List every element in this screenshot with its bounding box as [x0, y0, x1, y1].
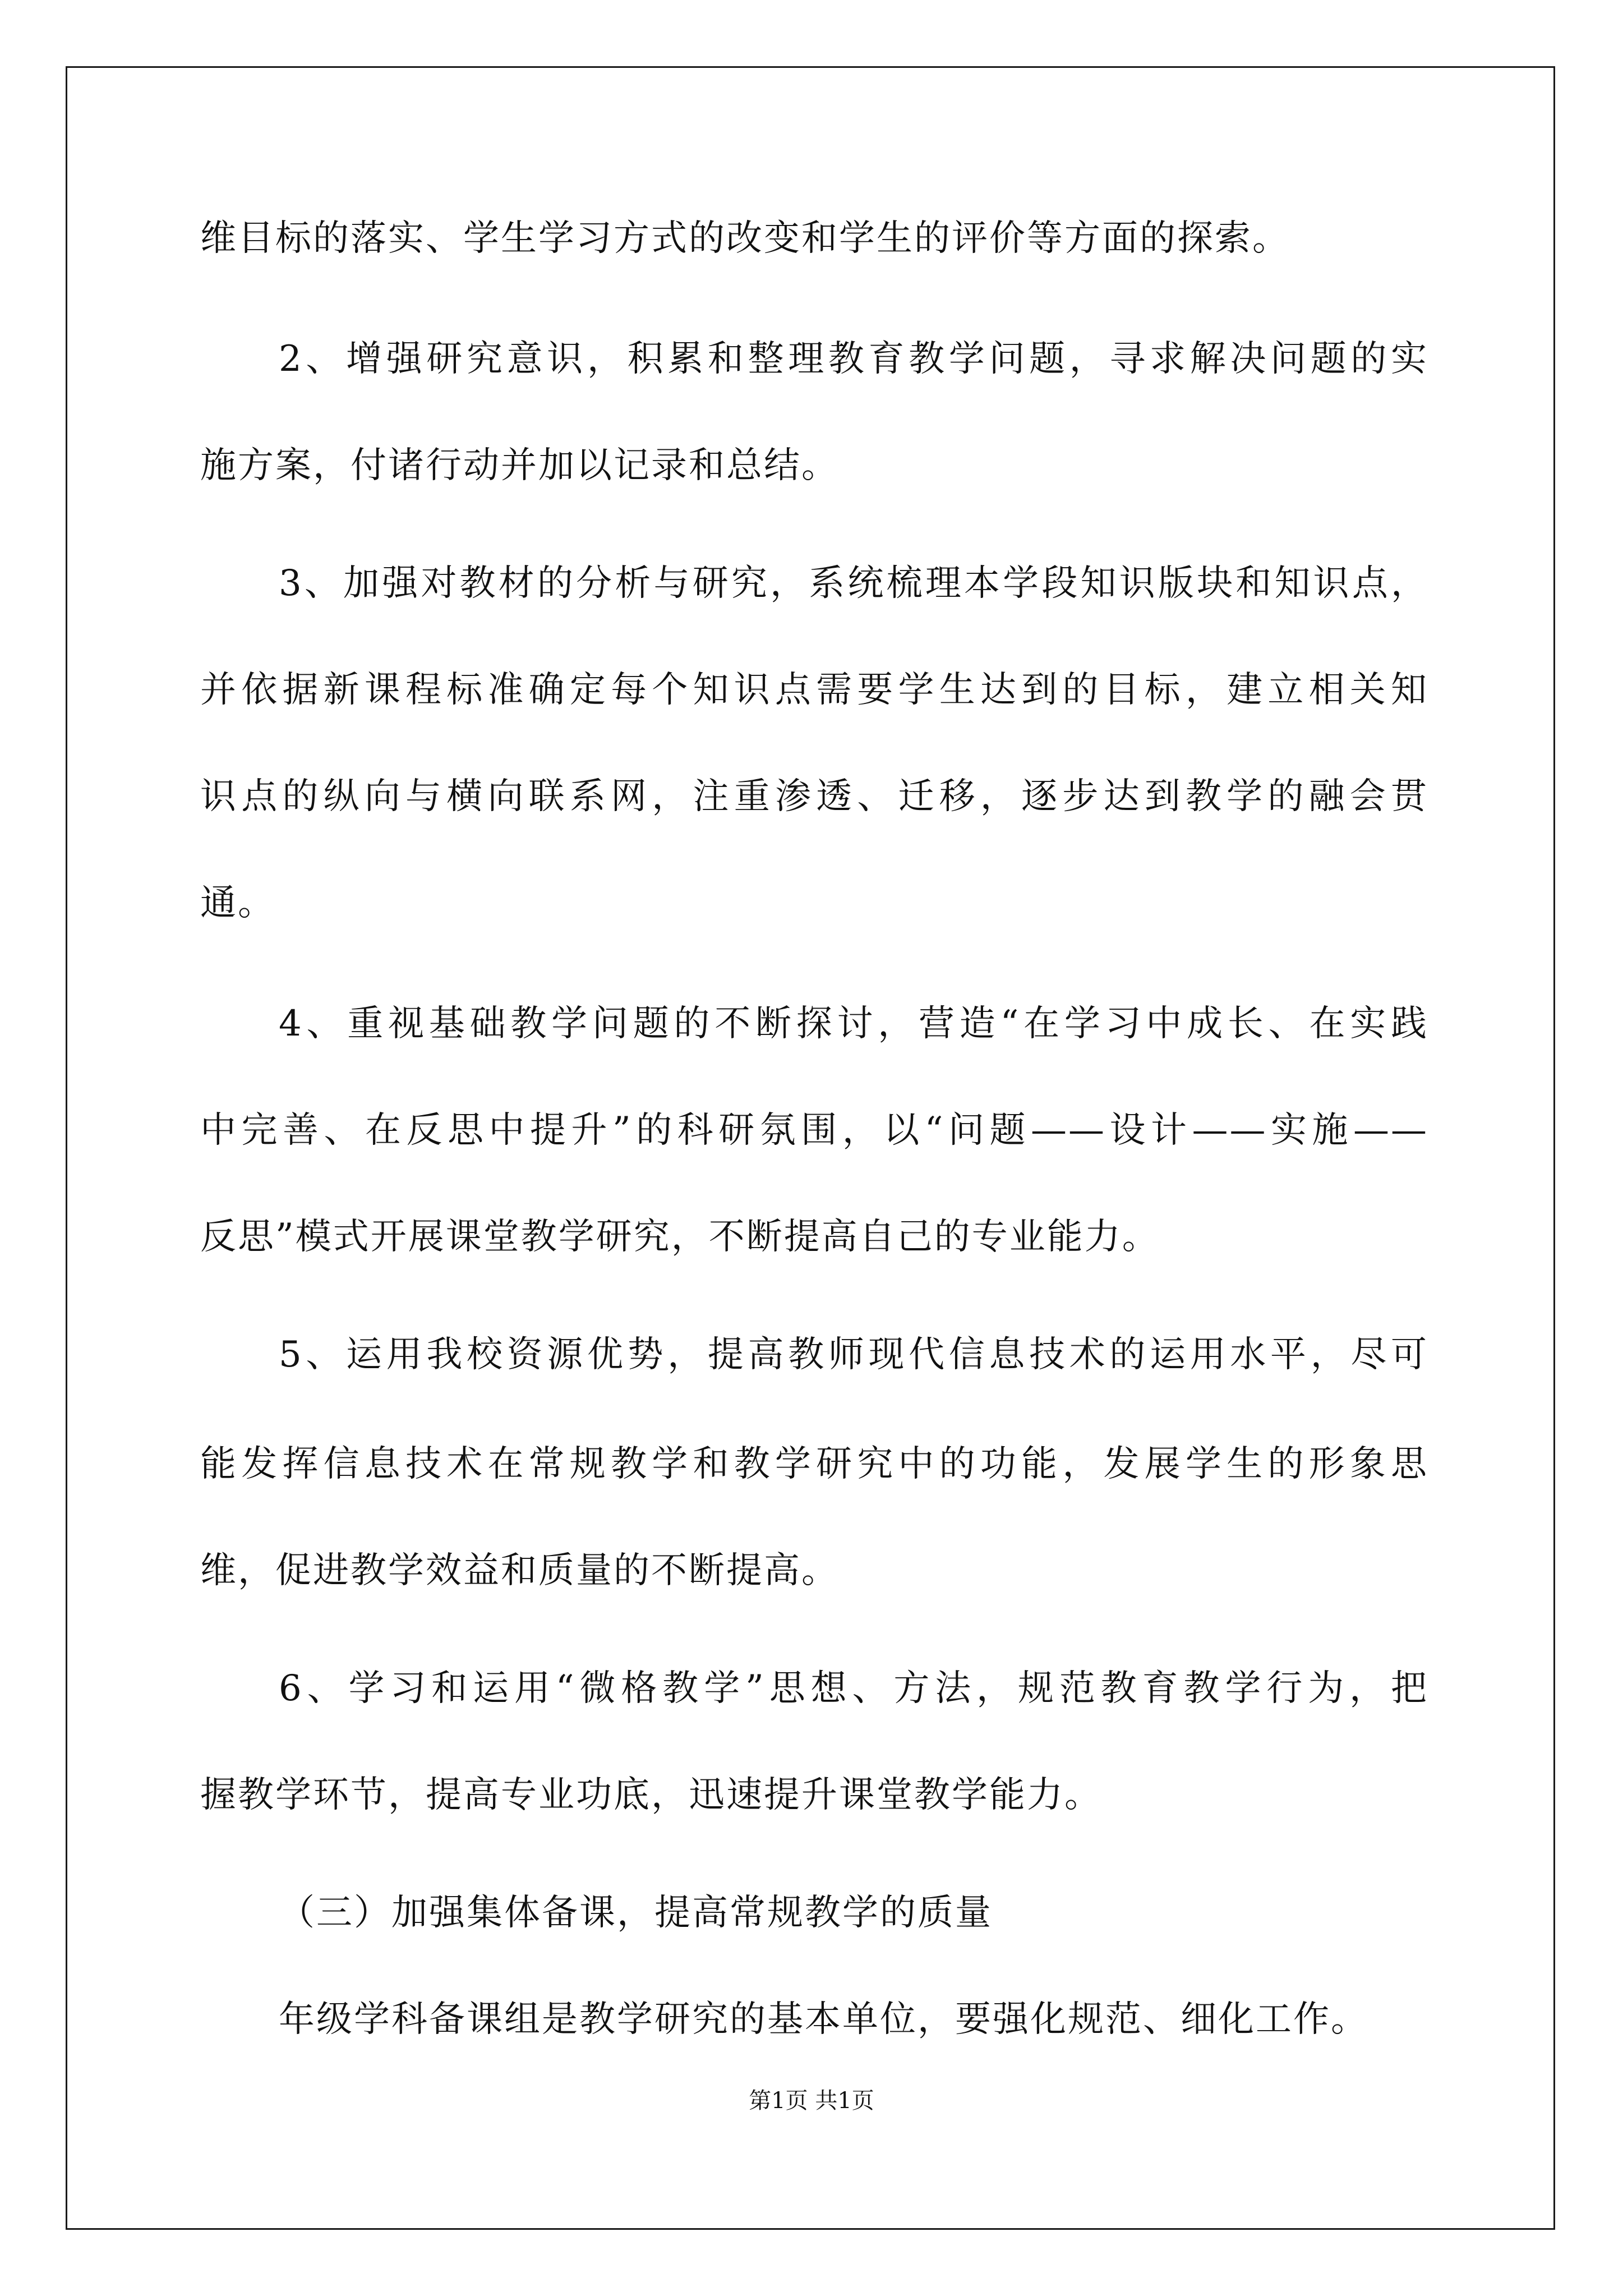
text-line: 中完善、在反思中提升”的科研氛围，以“问题——设计——实施——: [200, 1110, 1428, 1151]
text-line: 施方案，付诸行动并加以记录和总结。: [200, 445, 839, 486]
text-line: 3、加强对教材的分析与研究，系统梳理本学段知识版块和知识点，: [279, 563, 1428, 604]
text-line: 能发挥信息技术在常规教学和教学研究中的功能，发展学生的形象思: [200, 1443, 1428, 1485]
section-heading: （三）加强集体备课，提高常规教学的质量: [279, 1892, 993, 1934]
text-line: 并依据新课程标准确定每个知识点需要学生达到的目标，建立相关知: [200, 669, 1428, 711]
text-line: 反思”模式开展课堂教学研究，不断提高自己的专业能力。: [200, 1216, 1160, 1258]
text-line: 年级学科备课组是教学研究的基本单位，要强化规范、细化工作。: [279, 1999, 1368, 2040]
page-number-footer: 第1页 共1页: [749, 2088, 874, 2114]
text-line: 通。: [200, 882, 275, 924]
text-line: 6、学习和运用“微格教学”思想、方法，规范教育教学行为，把: [279, 1668, 1428, 1709]
text-line: 握教学环节，提高专业功底，迅速提升课堂教学能力。: [200, 1774, 1102, 1816]
text-line: 维，促进教学效益和质量的不断提高。: [200, 1550, 839, 1591]
text-line: 维目标的落实、学生学习方式的改变和学生的评价等方面的探索。: [200, 218, 1290, 259]
text-line: 4、重视基础教学问题的不断探讨，营造“在学习中成长、在实践: [279, 1003, 1428, 1045]
text-line: 5、运用我校资源优势，提高教师现代信息技术的运用水平，尽可: [279, 1334, 1428, 1375]
text-line: 2、增强研究意识，积累和整理教育教学问题，寻求解决问题的实: [279, 338, 1428, 380]
text-line: 识点的纵向与横向联系网，注重渗透、迁移，逐步达到教学的融会贯: [200, 776, 1428, 817]
